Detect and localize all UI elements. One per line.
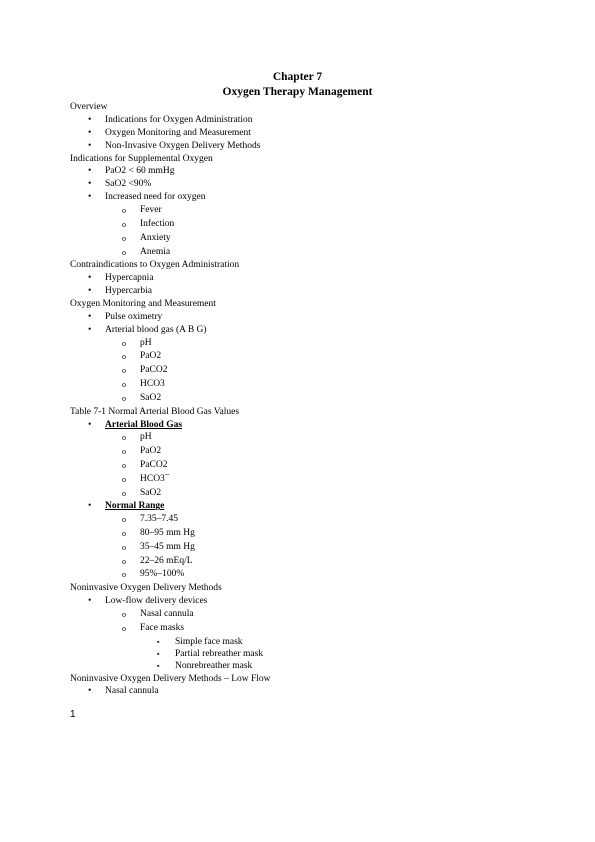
title-block xyxy=(0,70,595,100)
list-item xyxy=(70,431,540,445)
list-item xyxy=(70,622,540,636)
list-item xyxy=(70,178,540,191)
circle-bullet-icon: o xyxy=(122,610,126,620)
list-item xyxy=(70,685,540,698)
list-item xyxy=(70,324,540,337)
section-heading xyxy=(70,101,540,114)
section-heading-text: Indications for Supplemental Oxygen xyxy=(70,153,213,164)
section-heading xyxy=(70,153,540,166)
list-item-text: pH xyxy=(140,337,152,348)
bullet-icon: • xyxy=(88,501,92,512)
list-item-text: Nonrebreather mask xyxy=(175,661,253,672)
list-item-text: Hypercarbia xyxy=(105,286,152,297)
list-item-text: HCO3¯ xyxy=(140,473,170,484)
list-item-text: Hypercapnia xyxy=(105,273,154,284)
circle-bullet-icon: o xyxy=(122,352,126,362)
circle-bullet-icon: o xyxy=(122,461,126,471)
list-item xyxy=(70,636,540,648)
list-item-text: Nasal cannula xyxy=(140,609,194,620)
bullet-icon: • xyxy=(88,140,92,151)
circle-bullet-icon: o xyxy=(122,433,126,443)
list-item xyxy=(70,392,540,406)
list-item xyxy=(70,204,540,218)
list-item-text: PaCO2 xyxy=(140,365,168,376)
list-item xyxy=(70,500,540,513)
list-item-text: 7.35–7.45 xyxy=(140,514,178,525)
list-item xyxy=(70,218,540,232)
list-item xyxy=(70,127,540,140)
circle-bullet-icon: o xyxy=(122,570,126,580)
list-item xyxy=(70,608,540,622)
list-item-text: SaO2 <90% xyxy=(105,179,152,190)
list-item xyxy=(70,246,540,260)
list-item xyxy=(70,285,540,298)
section-heading-text: Noninvasive Oxygen Delivery Methods xyxy=(70,583,222,594)
bullet-icon: • xyxy=(88,286,92,297)
list-item-text: Normal Range xyxy=(105,501,165,512)
bullet-icon: • xyxy=(88,127,92,138)
bullet-icon: • xyxy=(88,179,92,190)
list-item-text: HCO3 xyxy=(140,379,165,390)
bullet-icon: • xyxy=(88,596,92,607)
list-item-text: Partial rebreather mask xyxy=(175,648,264,659)
list-item-text: Arterial blood gas (A B G) xyxy=(105,324,207,335)
list-item-text: PaO2 xyxy=(140,446,162,457)
list-item xyxy=(70,419,540,432)
list-item xyxy=(70,311,540,324)
bullet-icon: • xyxy=(88,166,92,177)
list-item-text: Low-flow delivery devices xyxy=(105,596,208,607)
circle-bullet-icon: o xyxy=(122,219,126,229)
bullet-icon: • xyxy=(88,324,92,335)
list-item-text: Increased need for oxygen xyxy=(105,192,206,203)
circle-bullet-icon: o xyxy=(122,233,126,243)
circle-bullet-icon: o xyxy=(122,556,126,566)
list-item-text: 22–26 mEq/L xyxy=(140,555,193,566)
section-heading xyxy=(70,582,540,595)
list-item xyxy=(70,527,540,541)
list-item-text: 35–45 mm Hg xyxy=(140,541,195,552)
list-item xyxy=(70,272,540,285)
page-number: 1 xyxy=(70,709,76,720)
circle-bullet-icon: o xyxy=(122,542,126,552)
list-item-text: Fever xyxy=(140,205,162,216)
outline-content xyxy=(70,101,540,698)
circle-bullet-icon: o xyxy=(122,515,126,525)
list-item xyxy=(70,487,540,501)
list-item-text: 80–95 mm Hg xyxy=(140,528,195,539)
square-bullet-icon: ▪ xyxy=(157,649,160,658)
list-item-text: 95%–100% xyxy=(140,569,185,580)
list-item xyxy=(70,513,540,527)
list-item xyxy=(70,165,540,178)
list-item-text: PaO2 < 60 mmHg xyxy=(105,166,175,177)
section-heading-text: Contraindications to Oxygen Administration xyxy=(70,260,240,271)
list-item-text: Pulse oximetry xyxy=(105,311,163,322)
list-item xyxy=(70,445,540,459)
list-item xyxy=(70,337,540,351)
circle-bullet-icon: o xyxy=(122,474,126,484)
circle-bullet-icon: o xyxy=(122,393,126,403)
list-item xyxy=(70,541,540,555)
list-item-text: PaCO2 xyxy=(140,460,168,471)
bullet-icon: • xyxy=(88,192,92,203)
list-item xyxy=(70,568,540,582)
list-item xyxy=(70,350,540,364)
chapter-heading: Chapter 7 xyxy=(272,71,323,83)
list-item xyxy=(70,555,540,569)
section-heading xyxy=(70,298,540,311)
list-item xyxy=(70,114,540,127)
list-item-text: pH xyxy=(140,432,152,443)
list-item xyxy=(70,473,540,487)
circle-bullet-icon: o xyxy=(122,529,126,539)
list-item-text: Nasal cannula xyxy=(105,686,159,697)
list-item-text: Arterial Blood Gas xyxy=(105,419,183,430)
list-item xyxy=(70,191,540,204)
section-heading xyxy=(70,259,540,272)
circle-bullet-icon: o xyxy=(122,338,126,348)
circle-bullet-icon: o xyxy=(122,447,126,457)
circle-bullet-icon: o xyxy=(122,247,126,257)
list-item-text: Indications for Oxygen Administration xyxy=(105,114,253,125)
bullet-icon: • xyxy=(88,114,92,125)
section-heading-text: Table 7-1 Normal Arterial Blood Gas Values xyxy=(70,406,240,417)
list-item-text: Simple face mask xyxy=(175,636,243,647)
list-item-text: Anemia xyxy=(140,246,171,257)
chapter-title: Oxygen Therapy Management xyxy=(222,86,373,98)
section-heading xyxy=(70,673,540,686)
list-item-text: SaO2 xyxy=(140,392,162,403)
list-item xyxy=(70,595,540,608)
circle-bullet-icon: o xyxy=(122,488,126,498)
list-item xyxy=(70,459,540,473)
circle-bullet-icon: o xyxy=(122,623,126,633)
list-item-text: Oxygen Monitoring and Measurement xyxy=(105,127,251,138)
bullet-icon: • xyxy=(88,311,92,322)
list-item-text: Face masks xyxy=(140,622,185,633)
square-bullet-icon: ▪ xyxy=(157,637,160,646)
list-item xyxy=(70,232,540,246)
circle-bullet-icon: o xyxy=(122,206,126,216)
section-heading xyxy=(70,406,540,419)
list-item-text: SaO2 xyxy=(140,487,162,498)
square-bullet-icon: ▪ xyxy=(157,662,160,671)
circle-bullet-icon: o xyxy=(122,380,126,390)
list-item xyxy=(70,378,540,392)
section-heading-text: Noninvasive Oxygen Delivery Methods – Low Flow xyxy=(70,673,271,684)
bullet-icon: • xyxy=(88,419,92,430)
section-heading-text: Oxygen Monitoring and Measurement xyxy=(70,298,216,309)
bullet-icon: • xyxy=(88,273,92,284)
circle-bullet-icon: o xyxy=(122,366,126,376)
list-item-text: Anxiety xyxy=(140,232,171,243)
bullet-icon: • xyxy=(88,686,92,697)
list-item xyxy=(70,140,540,153)
section-heading-text: Overview xyxy=(70,102,108,112)
list-item-text: Infection xyxy=(140,218,175,229)
list-item xyxy=(70,660,540,672)
list-item-text: PaO2 xyxy=(140,351,162,362)
list-item xyxy=(70,364,540,378)
list-item xyxy=(70,648,540,660)
list-item-text: Non-Invasive Oxygen Delivery Methods xyxy=(105,140,261,151)
